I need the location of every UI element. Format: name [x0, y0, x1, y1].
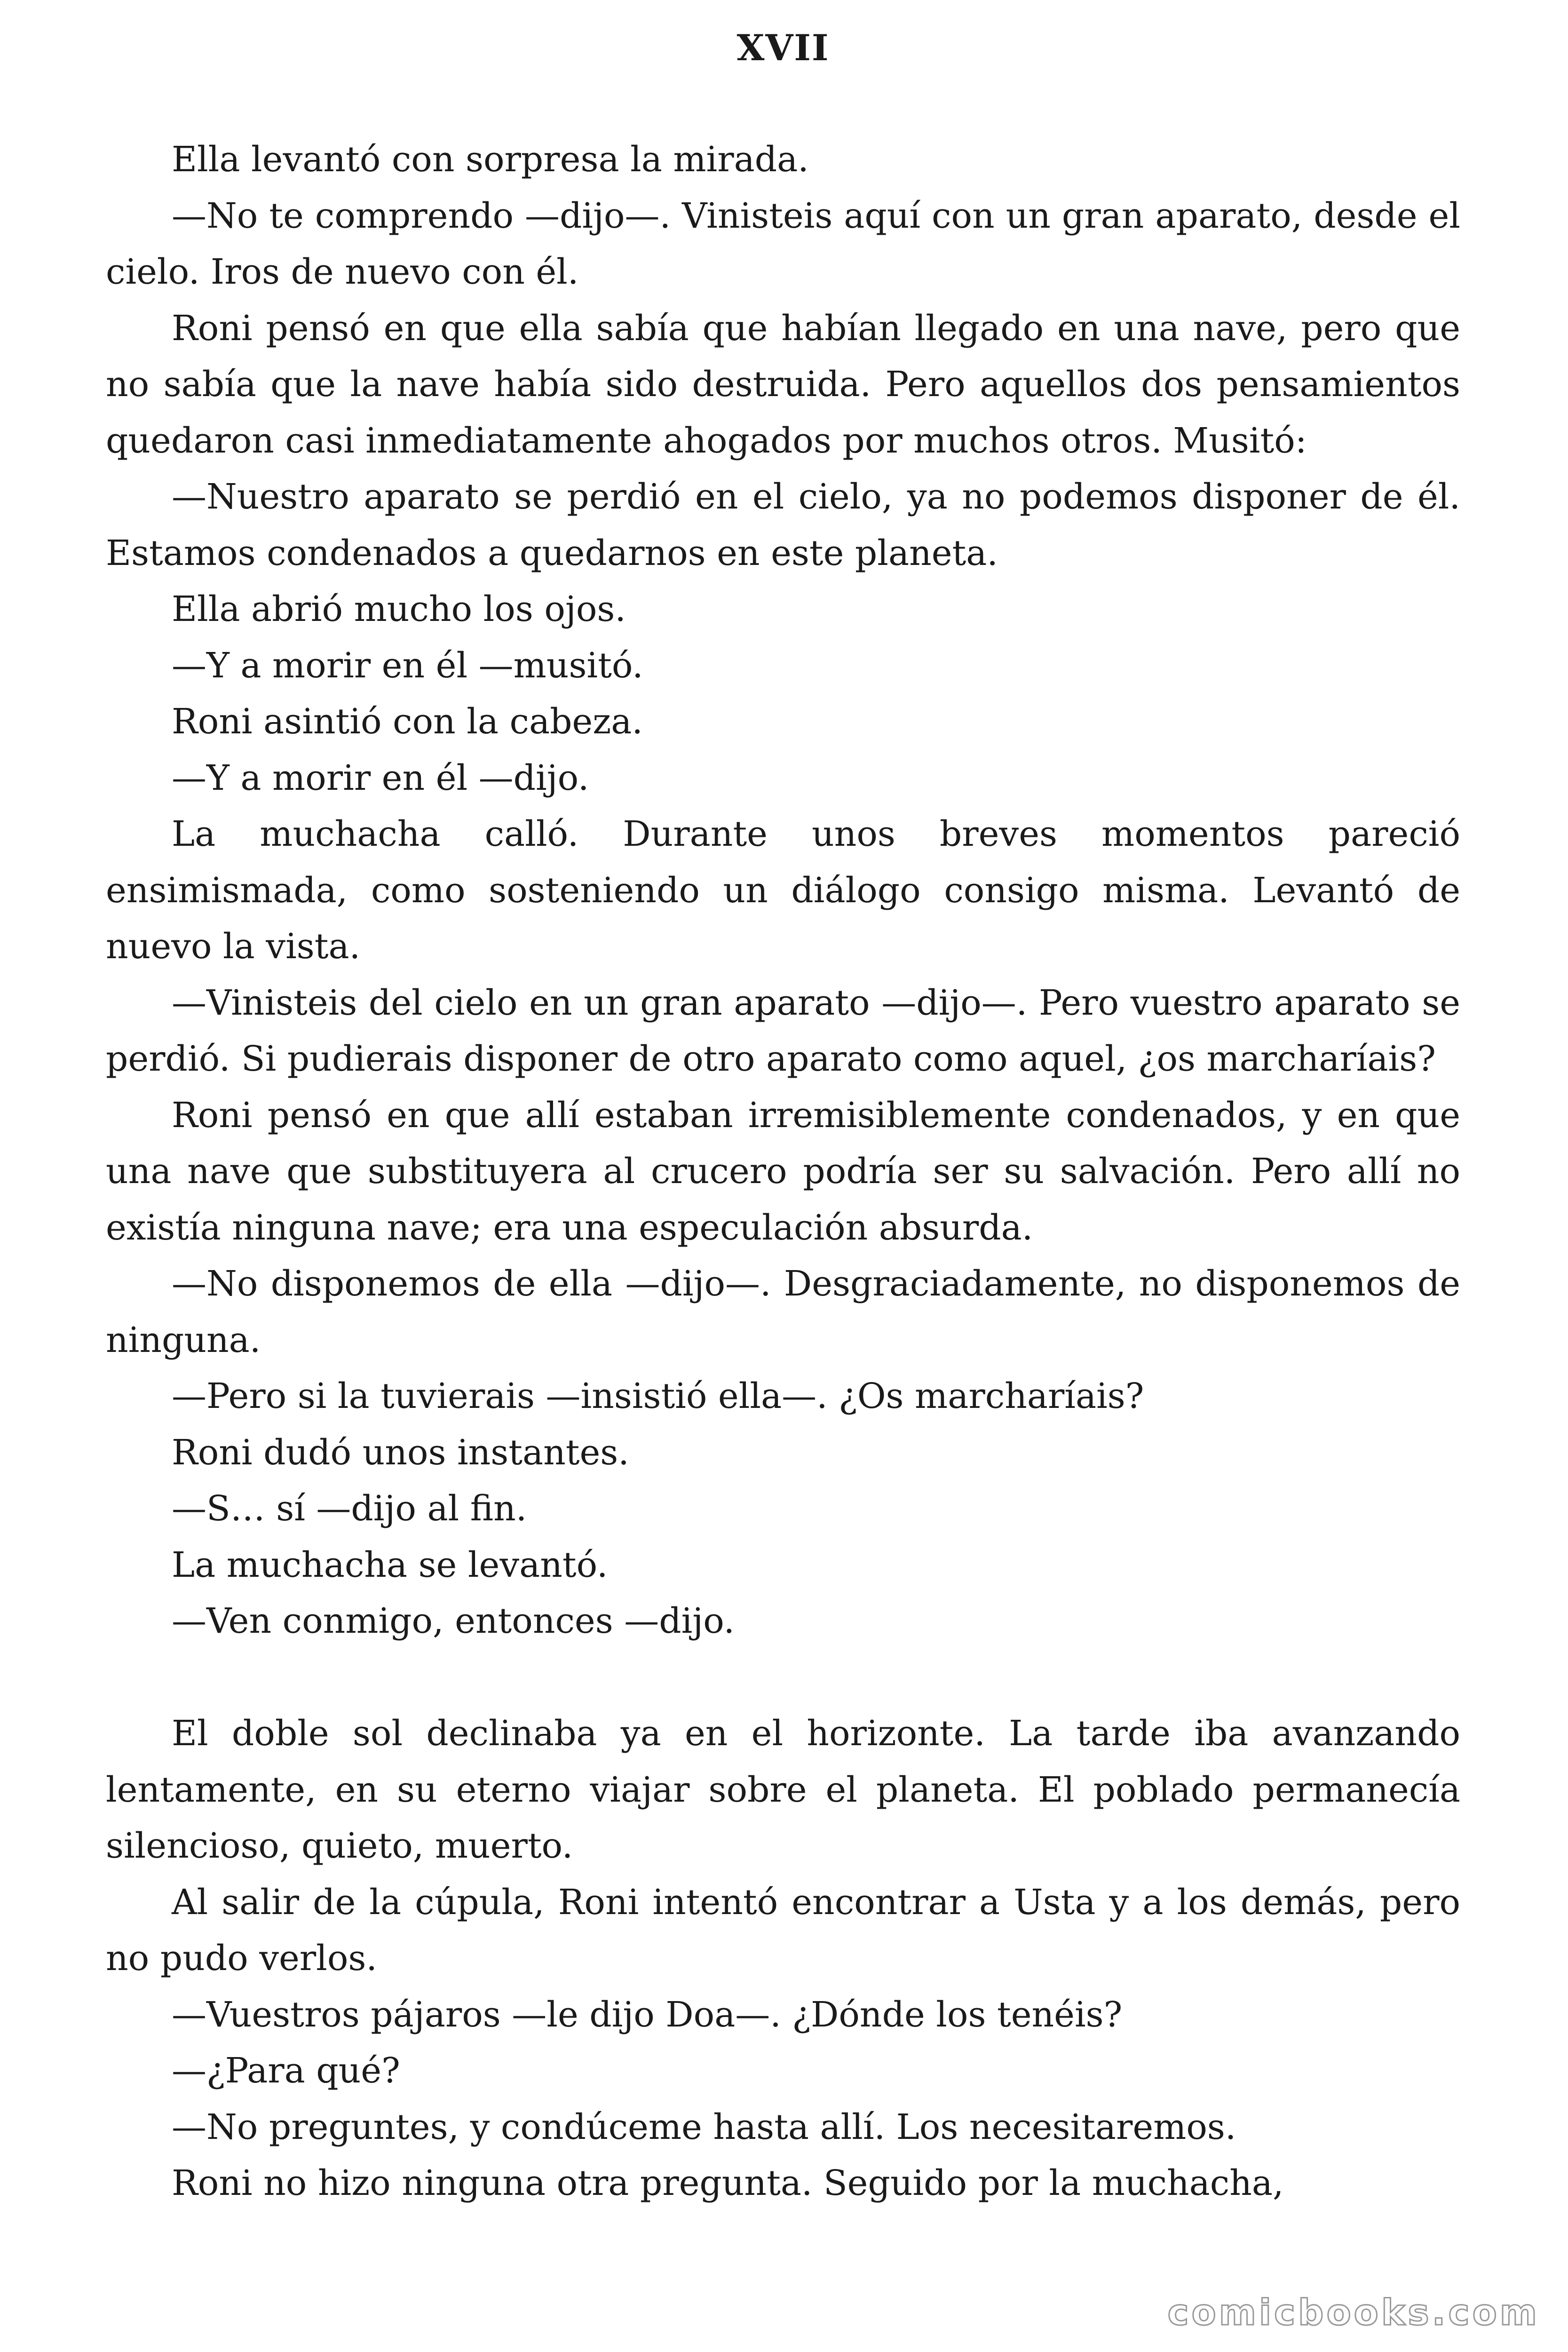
paragraph: Roni pensó en que allí estaban irremisiblemente condenados, y en que una nave que substituyera al crucero podría ser su salvación. Pero allí no existía ninguna nave; era una especulación absurda. — [106, 1095, 1460, 1248]
paragraph: —Vinisteis del cielo en un gran aparato —dijo—. Pero vuestro aparato se perdió. Si pudierais disponer de otro aparato como aquel, ¿os marcharíais? — [106, 982, 1460, 1079]
paragraph: —No disponemos de ella —dijo—. Desgraciadamente, no disponemos de ninguna. — [106, 1263, 1460, 1360]
watermark: comicbooks.com — [1167, 2291, 1540, 2333]
paragraph: Roni pensó en que ella sabía que habían llegado en una nave, pero que no sabía que la nave había sido destruida. Pero aquellos dos pensamientos quedaron casi inmediatamente ahogados por muchos otros. Musitó: — [106, 308, 1460, 461]
paragraph: —Y a morir en él —dijo. — [172, 757, 589, 798]
text-body — [106, 132, 1460, 2212]
paragraph: —No preguntes, y condúceme hasta allí. Los necesitaremos. — [172, 2106, 1236, 2147]
book-page — [106, 0, 1460, 2352]
paragraph: —Pero si la tuvierais —insistió ella—. ¿Os marcharíais? — [172, 1376, 1144, 1416]
chapter-heading: XVII — [736, 27, 830, 69]
paragraph: La muchacha calló. Durante unos breves momentos pareció ensimismada, como sosteniendo un diálogo consigo misma. Levantó de nuevo la vista. — [106, 814, 1460, 967]
paragraph: —S… sí —dijo al fin. — [172, 1488, 527, 1529]
paragraph: El doble sol declinaba ya en el horizonte. La tarde iba avanzando lentamente, en su eterno viajar sobre el planeta. El poblado permanecía silencioso, quieto, muerto. — [106, 1713, 1460, 1866]
paragraph: —Y a morir en él —musitó. — [172, 645, 643, 686]
paragraph: —Vuestros pájaros —le dijo Doa—. ¿Dónde los tenéis? — [172, 1994, 1123, 2035]
section-break — [106, 1650, 1460, 1706]
paragraph: La muchacha se levantó. — [172, 1544, 608, 1585]
paragraph: Roni no hizo ninguna otra pregunta. Seguido por la muchacha, — [172, 2163, 1284, 2203]
paragraph: —No te comprendo —dijo—. Vinisteis aquí con un gran aparato, desde el cielo. Iros de nuevo con él. — [106, 195, 1460, 292]
paragraph: —Nuestro aparato se perdió en el cielo, ya no podemos disponer de él. Estamos condenados a quedarnos en este planeta. — [106, 477, 1460, 573]
paragraph: —¿Para qué? — [172, 2050, 400, 2091]
paragraph: Roni asintió con la cabeza. — [172, 701, 643, 742]
paragraph: Al salir de la cúpula, Roni intentó encontrar a Usta y a los demás, pero no pudo verlos. — [106, 1882, 1460, 1979]
paragraph: Roni dudó unos instantes. — [172, 1432, 629, 1473]
paragraph: Ella levantó con sorpresa la mirada. — [172, 139, 809, 180]
paragraph: —Ven conmigo, entonces —dijo. — [172, 1601, 735, 1641]
paragraph: Ella abrió mucho los ojos. — [172, 589, 626, 629]
